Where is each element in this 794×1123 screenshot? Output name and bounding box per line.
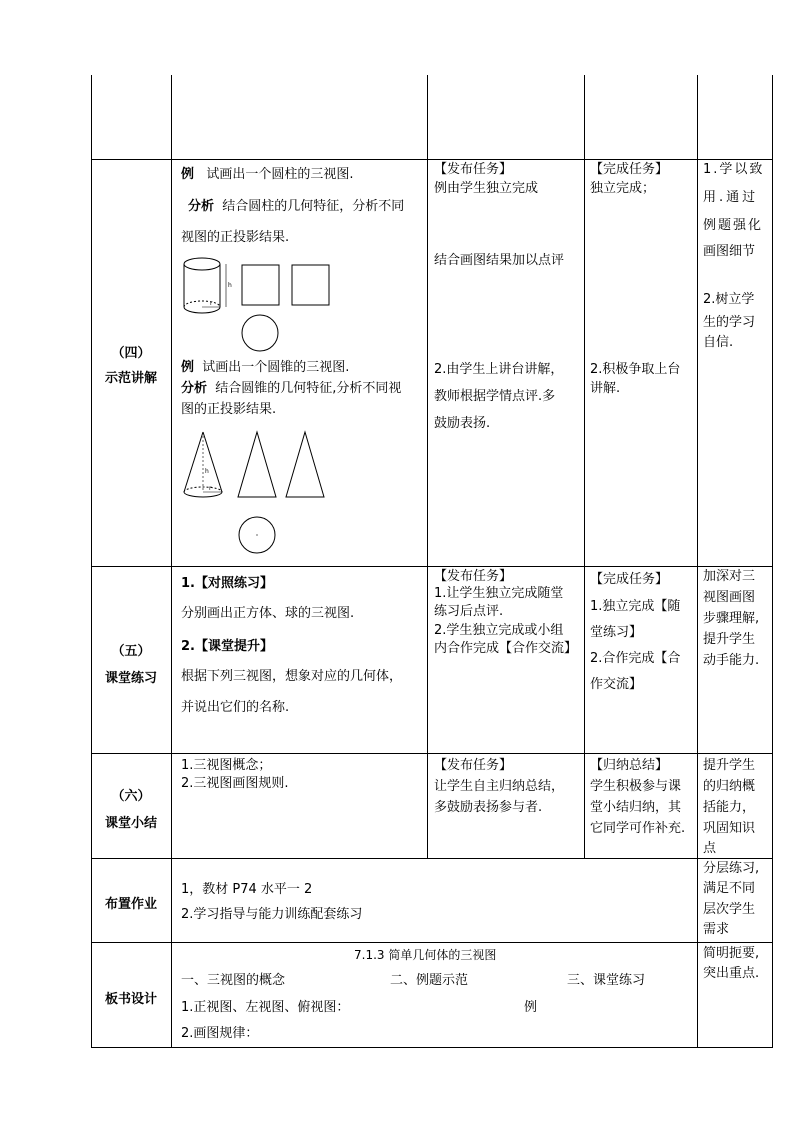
radius-label: r xyxy=(209,485,212,492)
teacher-line: 结合画图结果加以点评 xyxy=(434,253,565,268)
height-label: h xyxy=(205,468,209,475)
intent-line: 分层练习, xyxy=(703,861,760,876)
grid-line xyxy=(427,75,428,858)
exercise-text: 并说出它们的名称. xyxy=(181,700,290,715)
student-line: 堂练习】 xyxy=(590,625,643,640)
circle-center-dot xyxy=(256,534,257,535)
teacher-line: 【发布任务】 xyxy=(434,758,513,773)
analysis-2 xyxy=(181,381,401,397)
intent-line: 视图画图 xyxy=(703,590,756,605)
intent-line: 层次学生 xyxy=(703,902,756,917)
grid-line xyxy=(171,75,172,1047)
front-view-square xyxy=(242,265,279,305)
student-line: 2.积极争取上台 xyxy=(590,362,681,377)
section-number: （六） xyxy=(111,789,151,804)
intent-line: 提升学生 xyxy=(703,758,756,773)
intent-line: 画图细节 xyxy=(703,244,756,259)
exercise-heading: 2.【课堂提升】 xyxy=(181,639,273,654)
example-2 xyxy=(181,360,349,376)
side-view-square xyxy=(292,265,329,305)
grid-line xyxy=(91,159,773,160)
teacher-line: 让学生自主归纳总结， xyxy=(434,779,565,794)
intent-line: 点 xyxy=(703,841,717,856)
section-title: 课堂练习 xyxy=(104,671,157,686)
cylinder-solid xyxy=(184,258,226,313)
teacher-line: 2.学生独立完成或小组 xyxy=(434,623,564,638)
grid-line xyxy=(772,75,773,1047)
student-line: 堂小结归纳，其 xyxy=(590,800,682,815)
analysis-text: 结合圆锥的几何特征,分析不同视 xyxy=(215,381,402,396)
intent-line: 例题强化 xyxy=(703,218,764,233)
intent-line: 1.学以致 xyxy=(703,162,765,177)
teacher-line: 多鼓励表扬参与者. xyxy=(434,800,543,815)
student-line: 作交流】 xyxy=(590,677,643,692)
teacher-line: 鼓励表扬. xyxy=(434,416,491,431)
row-label-section-6 xyxy=(91,785,171,831)
student-line: 【完成任务】 xyxy=(590,162,669,177)
grid-line xyxy=(697,75,698,1047)
intent-line: 动手能力. xyxy=(703,653,760,668)
intent-line: 自信. xyxy=(703,335,734,350)
student-line: 独立完成； xyxy=(590,181,656,196)
grid-line xyxy=(91,1047,773,1048)
teacher-line: 【发布任务】 xyxy=(434,569,513,584)
intent-line: 加深对三 xyxy=(703,569,756,584)
analysis-text: 结合圆柱的几何特征，分析不同 xyxy=(222,199,405,214)
intent-line: 2.树立学 xyxy=(703,292,755,307)
cylinder-three-views-figure xyxy=(178,255,338,355)
side-view-triangle xyxy=(286,432,324,497)
board-title: 7.1.3 简单几何体的三视图 xyxy=(354,948,497,962)
exercise-heading: 1.【对照练习】 xyxy=(181,576,273,591)
example-1 xyxy=(181,167,354,183)
row-label-board-design: 板书设计 xyxy=(104,992,157,1007)
student-line: 2.合作完成【合 xyxy=(590,651,681,666)
intent-line: 提升学生 xyxy=(703,632,756,647)
radius-label: r xyxy=(210,300,213,307)
intent-line: 巩固知识 xyxy=(703,821,756,836)
board-line-2: 2.画图规律： xyxy=(181,1026,259,1041)
intent-line: 简明扼要, xyxy=(703,946,760,961)
intent-line: 的归纳概 xyxy=(703,779,756,794)
board-line-1: 1.正视图、左视图、俯视图： xyxy=(181,1000,350,1015)
analysis-2-cont: 图的正投影结果. xyxy=(181,402,277,417)
teacher-line: 1.让学生独立完成随堂 xyxy=(434,586,564,601)
teacher-line: 教师根据学情点评.多 xyxy=(434,389,556,404)
row-label-section-5 xyxy=(91,640,171,686)
analysis-head: 分析 xyxy=(188,199,215,214)
student-line: 学生积极参与课 xyxy=(590,779,682,794)
row-label-section-4 xyxy=(91,342,171,386)
exercise-text: 根据下列三视图，想象对应的几何体， xyxy=(181,669,403,684)
analysis-1 xyxy=(188,199,404,215)
intent-line: 用.通过 xyxy=(703,190,759,205)
section-title: 示范讲解 xyxy=(104,371,157,386)
intent-line: 括能力， xyxy=(703,800,756,815)
example-head: 例 xyxy=(181,167,195,182)
top-view-circle xyxy=(242,315,278,351)
section-number: （五） xyxy=(111,644,151,659)
summary-line: 2.三视图画图规则. xyxy=(181,776,289,791)
grid-line xyxy=(91,942,773,943)
intent-line: 突出重点. xyxy=(703,966,760,981)
board-example-label: 例 xyxy=(524,1000,538,1015)
board-section-1: 一、三视图的概念 xyxy=(181,973,286,988)
grid-line xyxy=(584,75,585,858)
student-line: 讲解. xyxy=(590,381,621,396)
intent-line: 需求 xyxy=(703,922,730,937)
teacher-line: 2.由学生上讲台讲解， xyxy=(434,362,564,377)
exercise-text: 分别画出正方体、球的三视图. xyxy=(181,606,355,621)
teacher-line: 练习后点评. xyxy=(434,604,504,619)
front-view-triangle xyxy=(238,432,276,497)
example-text: 试画出一个圆柱的三视图. xyxy=(206,167,354,182)
homework-line: 2.学习指导与能力训练配套练习 xyxy=(181,907,363,922)
student-line: 【完成任务】 xyxy=(590,572,669,587)
intent-line: 生的学习 xyxy=(703,315,756,330)
cone-three-views-figure xyxy=(178,428,338,558)
height-label: h xyxy=(228,282,232,289)
row-label-homework: 布置作业 xyxy=(104,897,157,912)
section-number: （四） xyxy=(111,346,151,361)
student-line: 【归纳总结】 xyxy=(590,758,669,773)
student-line: 1.独立完成【随 xyxy=(590,599,681,614)
example-head: 例 xyxy=(181,360,195,375)
example-text: 试画出一个圆锥的三视图. xyxy=(202,360,350,375)
teacher-line: 【发布任务】 xyxy=(434,162,513,177)
summary-line: 1.三视图概念； xyxy=(181,758,272,773)
intent-line: 满足不同 xyxy=(703,881,756,896)
analysis-1-cont: 视图的正投影结果. xyxy=(181,230,290,245)
board-section-3: 三、课堂练习 xyxy=(567,973,646,988)
teacher-line: 内合作完成【合作交流】 xyxy=(434,641,578,656)
student-line: 它同学可作补充. xyxy=(590,821,686,836)
intent-line: 步骤理解, xyxy=(703,611,760,626)
grid-line xyxy=(91,566,773,567)
cone-solid xyxy=(184,432,222,497)
grid-line xyxy=(91,753,773,754)
teacher-line: 例由学生独立完成 xyxy=(434,181,539,196)
section-title: 课堂小结 xyxy=(104,816,157,831)
board-section-2: 二、例题示范 xyxy=(390,973,469,988)
homework-line: 1，教材 P74 水平一 2 xyxy=(181,882,313,897)
analysis-head: 分析 xyxy=(181,381,208,396)
grid-line xyxy=(91,858,773,859)
